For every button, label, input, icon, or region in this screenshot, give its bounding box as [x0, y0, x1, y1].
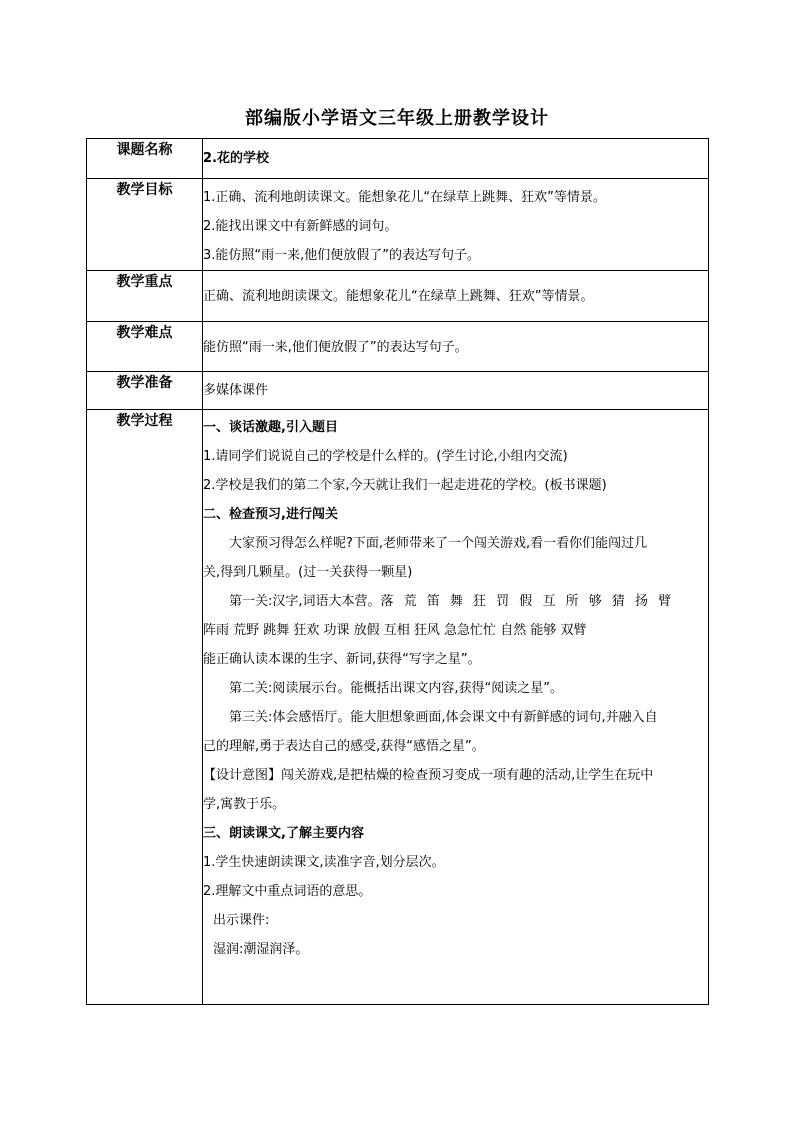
text-line: 湿润:潮湿润泽。 — [213, 942, 309, 957]
row-label: 教学难点 — [87, 322, 203, 372]
page-title: 部编版小学语文三年级上册教学设计 — [245, 108, 549, 129]
text-line: 3.能仿照“雨一来,他们便放假了”的表达写句子。 — [203, 248, 481, 263]
section-heading: 一、谈话激趣,引入题目 — [203, 420, 338, 435]
section-heading: 三、朗读课文,了解主要内容 — [203, 826, 364, 841]
row-content — [203, 139, 709, 179]
text-line: 第二关:阅读展示台。能概括出课文内容,获得“阅读之星”。 — [229, 681, 563, 696]
row-content — [203, 322, 709, 372]
table-row — [87, 372, 709, 410]
row-label: 教学重点 — [87, 271, 203, 322]
row-content — [203, 271, 709, 322]
row-label: 教学过程 — [87, 410, 203, 1005]
table-row — [87, 271, 709, 322]
lesson-plan-table — [86, 138, 709, 1005]
text-line: 2.理解文中重点词语的意思。 — [203, 884, 372, 899]
table-row — [87, 179, 709, 271]
text-line: 己的理解,勇于表达自己的感受,获得“感悟之星”。 — [203, 739, 485, 754]
text-line: 关,得到几颗星。(过一关获得一颗星) — [203, 565, 413, 580]
text-line: 正确、流利地朗读课文。能想象花儿“在绿草上跳舞、狂欢”等情景。 — [203, 289, 594, 304]
text-line: 第一关:汉字,词语大本营。落 荒 笛 舞 狂 罚 假 互 所 够 猜 扬 臂 — [229, 594, 672, 609]
table-row — [87, 139, 709, 179]
text-line: 大家预习得怎么样呢?下面,老师带来了一个闯关游戏,看一看你们能闯过几 — [229, 536, 648, 551]
text-line: 1.学生快速朗读课文,读准字音,划分层次。 — [203, 855, 445, 870]
row-label: 教学准备 — [87, 372, 203, 410]
table-row — [87, 322, 709, 372]
row-content — [203, 410, 709, 1005]
text-line: 第三关:体会感悟厅。能大胆想象画面,体会课文中有新鲜感的词句,并融入自 — [229, 710, 658, 725]
text-line: 阵雨 荒野 跳舞 狂欢 功课 放假 互相 狂风 急急忙忙 自然 能够 双臂 — [203, 623, 587, 638]
text-line: 1.请同学们说说自己的学校是什么样的。(学生讨论,小组内交流) — [203, 449, 568, 464]
design-intent-line: 【设计意图】闯关游戏,是把枯燥的检查预习变成一项有趣的活动,让学生在玩中 — [203, 768, 654, 783]
row-content — [203, 372, 709, 410]
row-label: 课题名称 — [87, 139, 203, 179]
text-line: 出示课件: — [213, 913, 270, 928]
text-line: 能正确认读本课的生字、新词,获得“写字之星”。 — [203, 652, 481, 667]
text-line: 2.能找出课文中有新鲜感的词句。 — [203, 219, 398, 234]
table-row — [87, 410, 709, 1005]
text-line: 2.学校是我们的第二个家,今天就让我们一起走进花的学校。(板书课题) — [203, 478, 607, 493]
row-label: 教学目标 — [87, 179, 203, 271]
text-line: 能仿照“雨一来,他们便放假了”的表达写句子。 — [203, 340, 468, 355]
text-line: 1.正确、流利地朗读课文。能想象花儿“在绿草上跳舞、狂欢”等情景。 — [203, 190, 606, 205]
section-heading: 二、检查预习,进行闯关 — [203, 507, 338, 522]
text-line: 多媒体课件 — [203, 383, 269, 398]
row-content — [203, 179, 709, 271]
text-line: 学,寓教于乐。 — [203, 797, 286, 812]
lesson-title: 2.花的学校 — [203, 151, 269, 166]
